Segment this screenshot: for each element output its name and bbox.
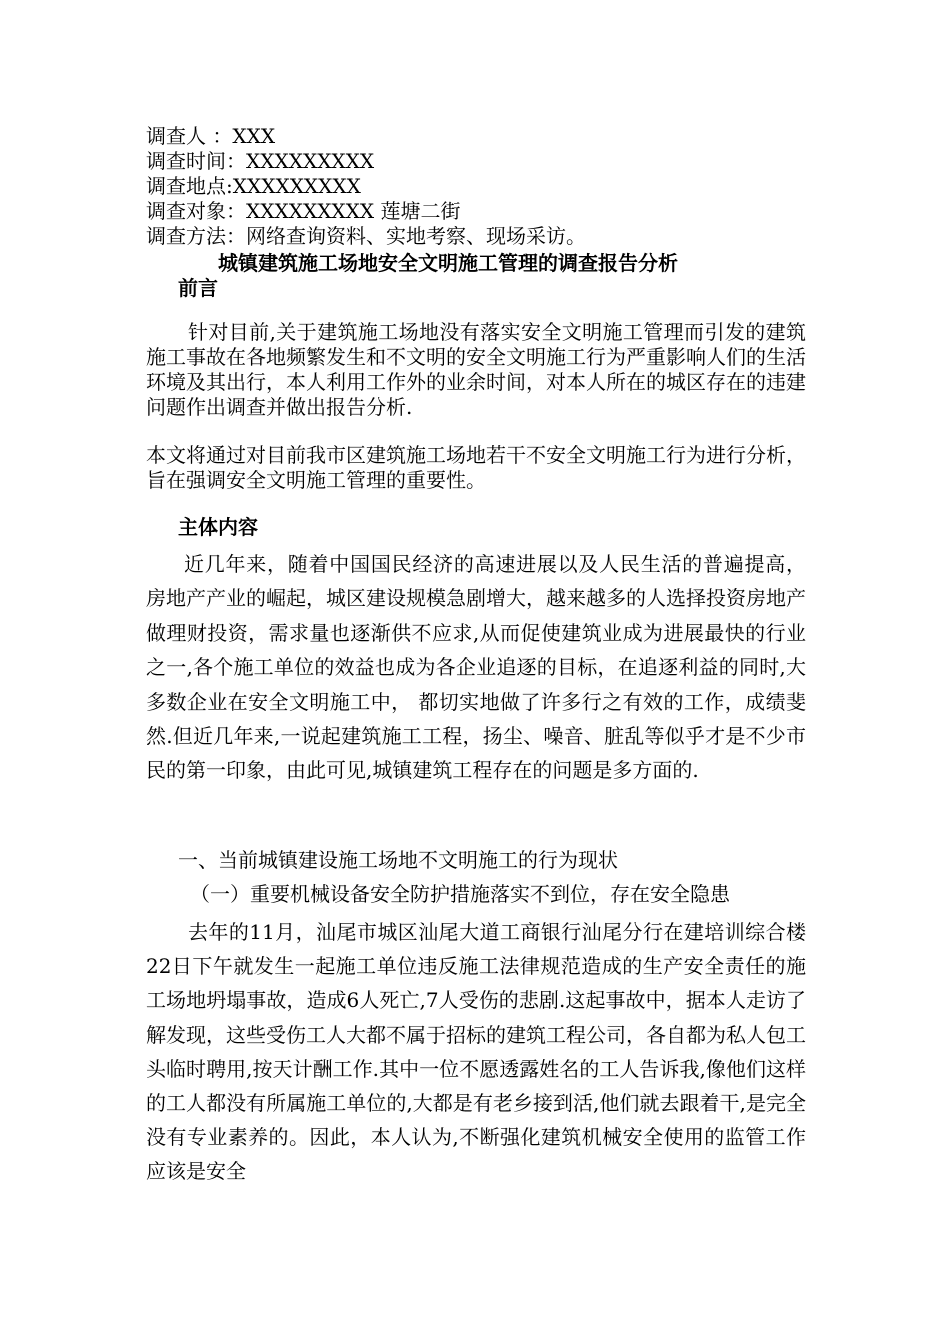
section-1-heading: 一、当前城镇建设施工场地不文明施工的行为现状 <box>178 848 618 872</box>
preface-paragraph-1: 针对目前,关于建筑施工场地没有落实安全文明施工管理而引发的建筑施工事故在各地频繁发生和不文明的安全文明施工行为严重影响人们的生活环境及其出行，本人利用工作外的业余时间，对本人所在的城区存在的违建问题作出调查并做出报告分析. <box>146 320 806 419</box>
body-paragraph-1: 近几年来，随着中国国民经济的高速进展以及人民生活的普遍提高， 房地产产业的崛起，城区建设规模急剧增大，越来越多的人选择投资房地产做理财投资，需求量也逐渐供不应求,从而促使建筑业成为进展最快的行业之一,各个施工单位的效益也成为各企业追逐的目标，在追逐利益的同时,大多数企业在安全文明施工中， 都切实地做了许多行之有效的工作，成绩斐然.但近几年来,一说起建筑施工工程，扬尘、噪音、脏乱等似乎才是不少市民的第一印象，由此可见,城镇建筑工程存在的问题是多方面的. <box>146 552 806 783</box>
subsection-1-heading: （一）重要机械设备安全防护措施落实不到位，存在安全隐患 <box>190 882 730 906</box>
body-heading: 主体内容 <box>178 515 258 539</box>
survey-info-block <box>146 124 806 249</box>
body-paragraph-2: 去年的11月，汕尾市城区汕尾大道工商银行汕尾分行在建培训综合楼22日下午就发生一起施工单位违反施工法律规范造成的生产安全责任的施工场地坍塌事故，造成6人死亡,7人受伤的悲剧.这起事故中，据本人走访了解发现，这些受伤工人大都不属于招标的建筑工程公司，各自都为私人包工头临时聘用,按天计酬工作.其中一位不愿透露姓名的工人告诉我,像他们这样的工人都没有所属施工单位的,大都是有老乡接到活,他们就去跟着干,是完全没有专业素养的。因此，本人认为,不断强化建筑机械安全使用的监管工作应该是安全 <box>146 920 806 1184</box>
survey-time-line: 调查时间：XXXXXXXXX <box>146 149 375 173</box>
preface-paragraph-2: 本文将通过对目前我市区建筑施工场地若干不安全文明施工行为进行分析，旨在强调安全文明施工管理的重要性。 <box>146 443 806 492</box>
survey-target-line: 调查对象：XXXXXXXXX 莲塘二街 <box>146 199 461 223</box>
investigator-line: 调查人 ：XXX <box>146 124 276 148</box>
survey-method-line: 调查方法：网络查询资料、实地考察、现场采访。 <box>146 224 586 248</box>
report-title: 城镇建筑施工场地安全文明施工管理的调查报告分析 <box>218 251 678 275</box>
preface-heading: 前言 <box>178 276 218 300</box>
survey-place-line: 调查地点:XXXXXXXXX <box>146 174 361 198</box>
